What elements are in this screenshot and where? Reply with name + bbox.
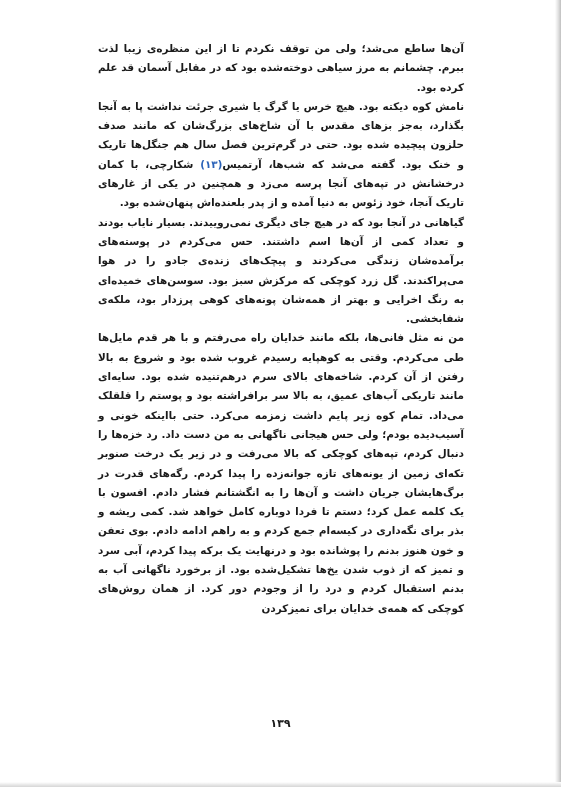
paragraph-4: [98, 329, 464, 618]
paragraph-1: [98, 40, 464, 98]
paragraph-text: نامش کوه دیکته بود. هیچ خرس یا گرگ یا شیری جرئت نداشت پا به آنجا بگذارد، به‌جز بزهای مقدس با آن شاخ‌های بزرگ‌شان که مانند صدف حلزون پیچیده شده بود. حتی در گرم‌ترین فصل سال هم جنگل‌ها تاریک و خنک بود. گفته می‌شد که شب‌ها، آرتمیس: [98, 100, 464, 171]
footnote-link[interactable]: (۱۳): [200, 158, 223, 171]
paragraph-3: [98, 214, 464, 330]
paragraph-2: [98, 98, 464, 214]
paragraph-text: گیاهانی در آنجا بود که در هیچ جای دیگری نمی‌روییدند. بسیار نایاب بودند و تعداد کمی از آن‌ها اسم داشتند. حس می‌کردم در پوسته‌های برآمده‌شان زندگی می‌کردند و پیچک‌های زنده‌ی جادو را در هوا می‌پراکندند. گل زرد کوچکی که مرکزش سبز بود. سوسن‌های خمیده‌ای به رنگ اخرایی و بهتر از همه‌شان پونه‌های کوهی پرزدار بود، ملکه‌ی شفابخشی.: [98, 216, 464, 326]
paragraph-text: شکارچی، با کمان درخشانش در تپه‌های آنجا پرسه می‌زد و همچنین در یکی از غارهای تاریک آنجا، خود زئوس به دنیا آمده و از پدر بلعنده‌اش پنهان‌شده بود.: [98, 158, 464, 210]
paragraph-text: من نه مثل فانی‌ها، بلکه مانند خدایان راه می‌رفتم و با هر قدم مایل‌ها طی می‌کردم. وقتی به کوهپایه رسیدم غروب شده بود و شروع به بالا رفتن از آن کردم. شاخه‌های بالای سرم درهم‌تنیده شده بود. سایه‌ای مانند تاریکی آب‌های عمیق، به بالا سر برافراشته بود و پوستم را قلقلک می‌داد. تمام کوه زیر پایم داشت زمزمه می‌کرد. حتی بااینکه خونی و آسیب‌دیده بودم؛ ولی حس هیجانی ناگهانی به من دست داد. رد خزه‌ها را دنبال کردم، تپه‌های کوچکی که بالا می‌رفت و در زیر یک درخت صنوبر تکه‌ای زمین از یونه‌های تازه جوانه‌زده را پیدا کردم. رگه‌های قدرت در برگ‌هایشان جریان داشت و آن‌ها را به انگشتانم فشار دادم. افسون با یک کلمه عمل کرد؛ دستم تا فردا دوباره کامل خواهد شد. کمی ریشه و بذر برای نگه‌داری در کیسه‌ام جمع کردم و به راهم ادامه دادم. بوی تعفن و خون هنوز بدنم را پوشانده بود و درنهایت یک برکه پیدا کردم، آبی سرد و تمیز که از ذوب شدن یخ‌ها تشکیل‌شده بود. از برخورد ناگهانی آب به بدنم استقبال کردم و درد را از وجودم دور کرد. از همان روش‌های کوچکی که همه‌ی خدایان برای تمیزکردن: [98, 332, 464, 615]
page-bottom-shadow: [0, 782, 561, 787]
paragraph-text: آن‌ها ساطع می‌شد؛ ولی من توقف نکردم تا از این منظره‌ی زیبا لذت ببرم. چشمانم به مرز سیاهی دوخته‌شده بود که در مقابل آسمان قد علم کرده بود.: [98, 43, 464, 94]
page-edge-shadow: [555, 0, 561, 787]
page-number: ۱۳۹: [270, 717, 291, 730]
body-text: [98, 40, 464, 619]
